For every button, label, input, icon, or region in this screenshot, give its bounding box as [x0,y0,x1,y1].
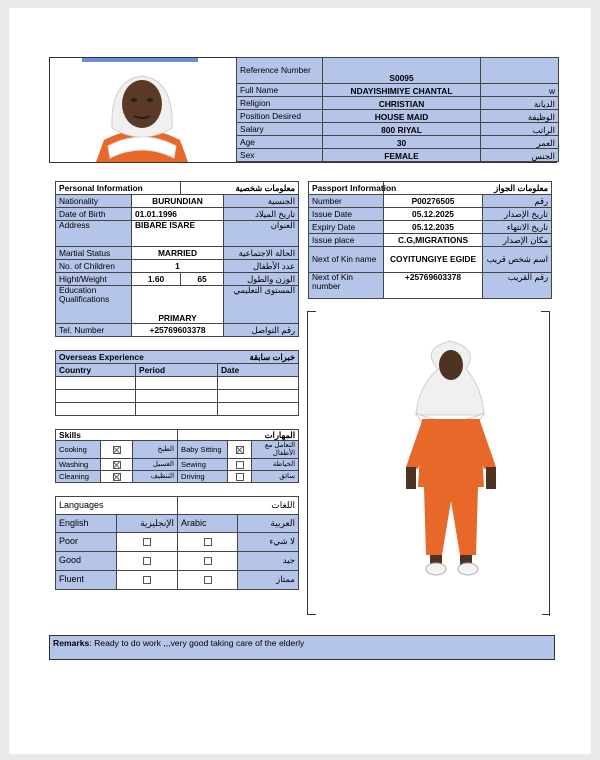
overseas-cell [136,403,218,416]
address-ar: العنوان [224,221,299,247]
overseas-table [55,350,299,416]
cv-page [9,8,591,754]
personal-title: Personal Information [56,182,181,195]
headshot-photo [82,58,200,162]
photo-corner-tl [308,311,316,312]
arabic-ar: العربية [238,515,299,533]
person-full-body-icon [308,311,550,615]
skill-checkbox[interactable] [101,459,133,471]
remarks-box [49,635,555,660]
skills-table [55,429,299,483]
skill-label: Sewing [178,459,228,471]
remarks-text: : Ready to do work ,,,very good taking care of the elderly [89,638,305,648]
profile-label: Age [237,136,323,149]
photo-corner-bl [308,614,316,615]
overseas-cell [56,377,136,390]
profile-ar: الراتب [481,123,559,136]
tel-label: Tel. Number [56,324,132,337]
passport-title: Passport Information [309,182,384,195]
address-value: BIBARE ISARE [132,221,224,247]
language-level-label: Poor [56,533,117,552]
arabic-level-checkbox[interactable] [178,552,238,571]
skill-ar: سائق [252,471,299,483]
language-level-label: Fluent [56,571,117,590]
checkbox-icon [113,473,121,481]
skills-title: Skills [56,430,178,441]
language-level-label: Good [56,552,117,571]
passport-number-value: P00276505 [384,195,483,208]
tel-ar: رقم التواصل [224,324,299,337]
education-value: PRIMARY [132,286,224,324]
issue-date-ar: تاريخ الإصدار [483,208,552,221]
height-value: 1.60 [132,273,181,286]
skill-checkbox[interactable] [101,441,133,459]
skill-ar: الخياطة [252,459,299,471]
checkbox-icon [236,461,244,469]
expiry-date-value: 05.12.2035 [384,221,483,234]
arabic-level-checkbox[interactable] [178,571,238,590]
skill-label: Driving [178,471,228,483]
dob-label: Date of Birth [56,208,132,221]
profile-ar: الجنس [481,149,559,162]
overseas-col-date: Date [218,364,299,377]
profile-table [236,57,559,162]
languages-table [55,496,299,590]
issue-place-label: Issue place [309,234,384,247]
profile-value: NDAYISHIMIYE CHANTAL [323,84,481,97]
profile-label: Full Name [237,84,323,97]
profile-ar: w [481,84,559,97]
checkbox-icon [143,538,151,546]
profile-label: Position Desired [237,110,323,123]
nationality-value: BURUNDIAN [132,195,224,208]
skill-checkbox[interactable] [228,441,252,459]
languages-title: Languages [56,497,178,515]
expiry-date-ar: تاريخ الانتهاء [483,221,552,234]
english-label: English [56,515,117,533]
profile-value: 30 [323,136,481,149]
person-headshot-icon [82,58,200,162]
profile-label: Sex [237,149,323,162]
kin-label: Next of Kin name [309,247,384,273]
checkbox-icon [113,446,121,454]
skill-checkbox[interactable] [101,471,133,483]
marital-label: Martial Status [56,247,132,260]
skill-label: Baby Sitting [178,441,228,459]
skill-ar: التعامل مع الأطفال [252,441,299,459]
languages-title-ar: اللغات [178,497,299,515]
overseas-cell [56,403,136,416]
marital-value: MARRIED [132,247,224,260]
skill-checkbox[interactable] [228,471,252,483]
skill-ar: الطبخ [133,441,178,459]
personal-title-ar: معلومات شخصية [181,182,299,195]
kin-value: COYITUNGIYE EGIDE [384,247,483,273]
profile-value: HOUSE MAID [323,110,481,123]
children-ar: عدد الأطفال [224,260,299,273]
marital-ar: الحالة الاجتماعية [224,247,299,260]
checkbox-icon [143,557,151,565]
kin-ar: اسم شخص قريب [483,247,552,273]
issue-date-value: 05.12.2025 [384,208,483,221]
address-label: Address [56,221,132,247]
overseas-cell [218,390,299,403]
kin-number-ar: رقم القريب [483,273,552,299]
children-label: No. of Children [56,260,132,273]
skill-checkbox[interactable] [228,459,252,471]
kin-number-value: +25769603378 [384,273,483,299]
overseas-col-country: Country [56,364,136,377]
education-label: Education Qualifications [56,286,132,324]
dob-ar: تاريخ الميلاد [224,208,299,221]
education-ar: المستوى التعليمي [224,286,299,324]
nationality-ar: الجنسية [224,195,299,208]
checkbox-icon [113,461,121,469]
skill-label: Washing [56,459,101,471]
photo-top-bar [82,58,198,62]
weight-value: 65 [181,273,224,286]
profile-value: S0095 [323,58,481,84]
arabic-label: Arabic [178,515,238,533]
overseas-title-ar: خبرات سابقة [218,351,299,364]
issue-place-value: C.G,MIGRATIONS [384,234,483,247]
overseas-cell [218,403,299,416]
passport-title-ar: معلومات الجواز [384,182,552,195]
overseas-cell [56,390,136,403]
skill-ar: الغسيل [133,459,178,471]
photo-corner-tr [541,311,550,616]
checkbox-icon [143,576,151,584]
skill-ar: التنظيف [133,471,178,483]
checkbox-icon [236,473,244,481]
checkbox-icon [236,446,244,454]
checkbox-icon [204,557,212,565]
overseas-title: Overseas Experience [56,351,218,364]
profile-ar: الوظيفة [481,110,559,123]
skill-label: Cooking [56,441,101,459]
english-level-checkbox[interactable] [117,533,178,552]
issue-place-ar: مكان الإصدار [483,234,552,247]
english-level-checkbox[interactable] [117,571,178,590]
overseas-cell [136,377,218,390]
profile-box [49,57,557,163]
hw-ar: الوزن والطول [224,273,299,286]
arabic-level-checkbox[interactable] [178,533,238,552]
photo-corner-br [542,614,550,615]
passport-info-table [308,181,552,299]
profile-label: Salary [237,123,323,136]
kin-number-label: Next of Kin number [309,273,384,299]
profile-ar: الديانة [481,97,559,110]
expiry-date-label: Expiry Date [309,221,384,234]
profile-value: 800 RIYAL [323,123,481,136]
profile-value: FEMALE [323,149,481,162]
dob-value: 01.01.1996 [132,208,224,221]
checkbox-icon [204,538,212,546]
profile-label: Religion [237,97,323,110]
hw-label: Hight/Weight [56,273,132,286]
skill-label: Cleaning [56,471,101,483]
children-value: 1 [132,260,224,273]
nationality-label: Nationality [56,195,132,208]
remarks-label: Remarks [53,638,90,648]
profile-ar [481,58,559,84]
profile-label: Reference Number [237,58,323,84]
checkbox-icon [204,576,212,584]
passport-number-ar: رقم [483,195,552,208]
skills-title-ar: المهارات [178,430,299,441]
language-level-ar: جيد [238,552,299,571]
overseas-cell [218,377,299,390]
full-body-photo [307,311,550,615]
profile-ar: العمر [481,136,559,149]
issue-date-label: Issue Date [309,208,384,221]
english-ar: الإنجليزية [117,515,178,533]
english-level-checkbox[interactable] [117,552,178,571]
passport-number-label: Number [309,195,384,208]
profile-value: CHRISTIAN [323,97,481,110]
overseas-col-period: Period [136,364,218,377]
overseas-cell [136,390,218,403]
language-level-ar: ممتاز [238,571,299,590]
language-level-ar: لا شيء [238,533,299,552]
tel-value: +25769603378 [132,324,224,337]
personal-info-table [55,181,299,337]
